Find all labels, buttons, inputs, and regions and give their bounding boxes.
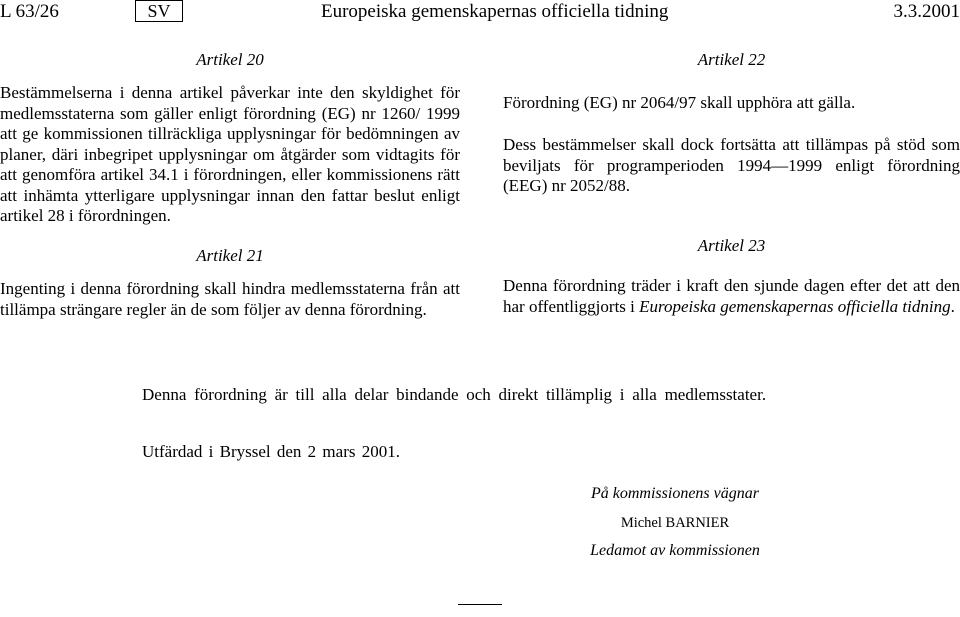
language-code-box: SV xyxy=(135,0,183,22)
article-20-title: Artikel 20 xyxy=(196,50,264,69)
article-22-text-2 xyxy=(503,135,960,197)
article-20-text xyxy=(0,83,460,227)
article-21-text xyxy=(0,279,460,320)
article-22-text-1 xyxy=(503,93,960,114)
article-23-title: Artikel 23 xyxy=(697,236,766,255)
article-22-paragraph-1: Förordning (EG) nr 2064/97 skall upphöra att gälla. xyxy=(503,93,856,112)
issued-statement: Utfärdad i Bryssel den 2 mars 2001. xyxy=(142,442,400,461)
article-21-title: Artikel 21 xyxy=(196,246,264,265)
article-23-paragraph xyxy=(503,276,960,317)
publication-date: 3.3.2001 xyxy=(893,1,960,22)
article-20-paragraph: Bestämmelserna i denna artikel påverkar inte den skyldighet för medlemsstaterna som gäller enligt förordning (EG) nr 1260/ 1999 att ge kommissionen tillräckliga upplysningar för bedömningen av planer, däri inbegripet upplysningar om åtgärder som vidtagits för att genomföra artikel 34.1 i förordningen, eller kommissionens rätt att inhämta ytterligare upplysningar innan den fattar beslut enligt artikel 28 i förordningen. xyxy=(0,83,460,225)
journal-name-italic: Europeiska gemenskapernas officiella tidning xyxy=(639,296,951,316)
article-23-text-before: Denna förordning träder i kraft den sjunde dagen efter det att den har offentliggjorts i xyxy=(503,276,960,316)
article-22-paragraph-2: Dess bestämmelser skall dock fortsätta att tillämpas på stöd som beviljats för programperioden 1994—1999 enligt förordning (EEG) nr 2052/88. xyxy=(503,135,960,195)
article-22-title: Artikel 22 xyxy=(697,50,766,69)
signature-on-behalf: På kommissionens vägnar xyxy=(591,485,759,502)
signatory-name: Michel BARNIER xyxy=(620,515,730,531)
page-reference: L 63/26 xyxy=(0,1,59,22)
journal-title: Europeiska gemenskapernas officiella tidning xyxy=(321,1,669,22)
binding-statement: Denna förordning är till alla delar bindande och direkt tillämplig i alla medlemsstater. xyxy=(142,385,767,404)
signatory-role: Ledamot av kommissionen xyxy=(590,542,760,559)
end-rule-divider xyxy=(458,604,502,605)
article-23-text xyxy=(503,276,960,317)
article-23-text-after: . xyxy=(950,296,955,316)
article-21-paragraph: Ingenting i denna förordning skall hindra medlemsstaterna från att tillämpa strängare regler än de som följer av denna förordning. xyxy=(0,279,460,319)
